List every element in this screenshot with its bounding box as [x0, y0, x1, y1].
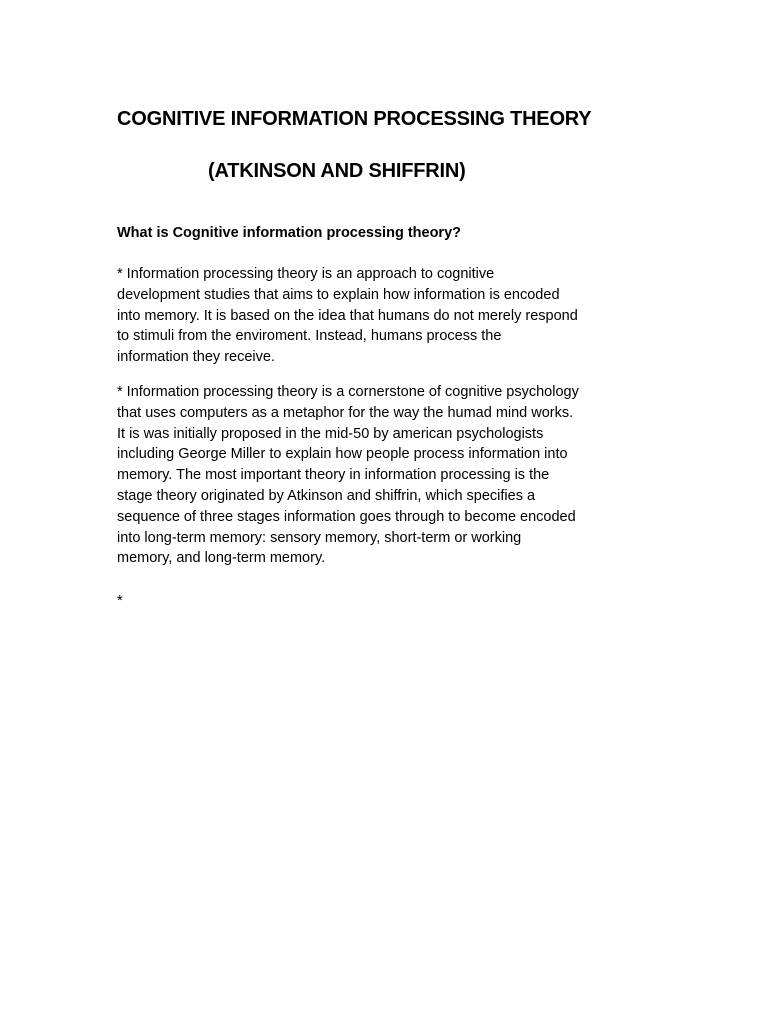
paragraph-1-line: development studies that aims to explain how information is encoded	[117, 286, 560, 303]
paragraph-2-line: that uses computers as a metaphor for the way the humad mind works.	[117, 404, 574, 421]
paragraph-1	[117, 264, 657, 368]
paragraph-1-line: * Information processing theory is an approach to cognitive	[117, 266, 495, 282]
paragraph-2	[117, 382, 657, 569]
paragraph-2-line: sequence of three stages information goes through to become encoded	[117, 508, 576, 525]
paragraph-2-line: * Information processing theory is a cornerstone of cognitive psychology	[117, 384, 579, 400]
paragraph-1-line: to stimuli from the enviroment. Instead, humans process the	[117, 328, 502, 345]
paragraph-1-line: into memory. It is based on the idea that humans do not merely respond	[117, 307, 578, 324]
document-title: COGNITIVE INFORMATION PROCESSING THEORY	[117, 108, 592, 130]
trailing-bullet: *	[117, 593, 123, 609]
paragraph-2-line: stage theory originated by Atkinson and shiffrin, which specifies a	[117, 487, 536, 504]
document-subtitle: (ATKINSON AND SHIFFRIN)	[208, 160, 466, 182]
section-question: What is Cognitive information processing theory?	[117, 225, 461, 241]
paragraph-2-line: memory. The most important theory in information processing is the	[117, 467, 550, 484]
paragraph-2-line: memory, and long-term memory.	[117, 550, 326, 567]
paragraph-2-line: It is was initially proposed in the mid-50 by american psychologists	[117, 425, 544, 442]
paragraph-1-line: information they receive.	[117, 349, 275, 366]
paragraph-2-line: into long-term memory: sensory memory, short-term or working	[117, 529, 522, 546]
paragraph-2-line: including George Miller to explain how people process information into	[117, 446, 568, 463]
